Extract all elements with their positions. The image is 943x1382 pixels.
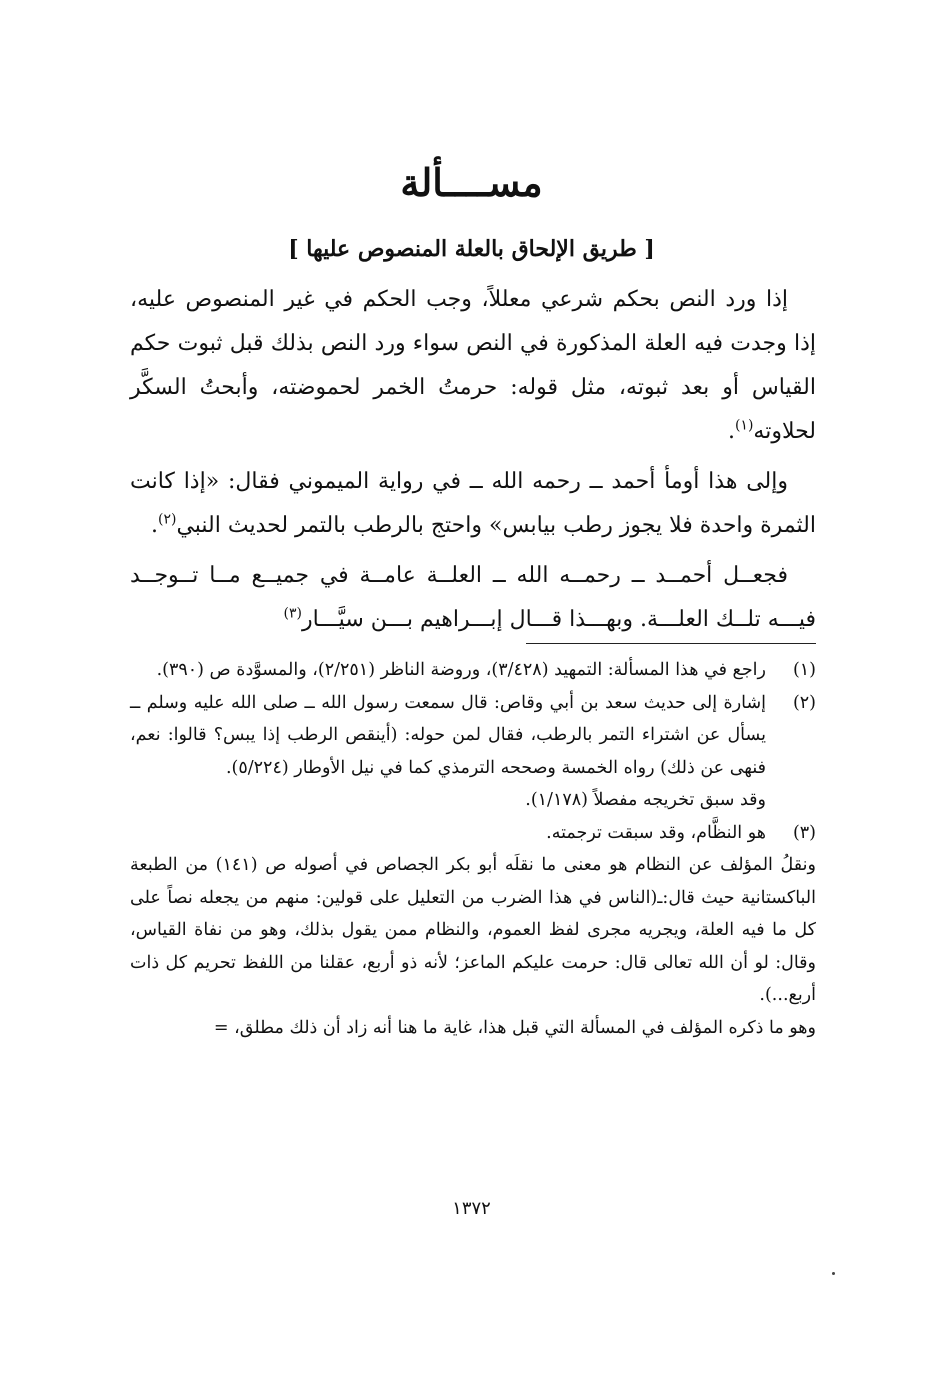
body-paragraph: [130, 554, 816, 642]
footnote-text: هو النظَّام، وقد سبقت ترجمته.: [546, 822, 766, 843]
footnote-divider: [526, 643, 816, 644]
body-paragraph: [130, 460, 816, 548]
paragraph-end: .: [727, 419, 735, 444]
page-number: ١٣٧٢: [452, 1198, 491, 1219]
footnotes: [130, 654, 816, 1044]
main-text: [130, 278, 816, 642]
paragraph-end: .: [150, 513, 158, 538]
footnote-number: (١): [792, 660, 816, 680]
scan-speck: [832, 1272, 835, 1275]
footnote-number: (٢): [792, 692, 816, 713]
footnote: [130, 654, 816, 687]
footnote: [130, 687, 816, 785]
footnote: [130, 817, 816, 850]
page-title: مســــألة: [400, 160, 543, 205]
footnote-continuation: ونقلُ المؤلف عن النظام هو معنى ما نقلَه أبو بكر الجصاص في أصوله ص (١٤١) من الطبعة الباكستانية حيث قال:ـ(الناس في هذا الضرب من التعليل على قولين: منهم من يجعله نصاً على كل ما فيه العلة، ويجريه مجرى لفظ العموم، والنظام ممن يقول بذلك، وهو من نفاة القياس، وقال: لو أن الله تعالى قال: حرمت عليكم الماعز؛ لأنه ذو أربع، عقلنا من اللفظ تحريم كل ذات أربع...).: [130, 855, 816, 1005]
section-subtitle: [ طريق الإلحاق بالعلة المنصوص عليها ]: [288, 236, 655, 262]
footnote-text: إشارة إلى حديث سعد بن أبي وقاص: قال سمعت رسول الله ــ صلى الله عليه وسلم ــ يسأل عن اشتراء التمر بالرطب، فقال لمن حوله: (أينقص الرطب إذا يبس؟ قالوا: نعم، فنهى عن ذلك) رواه الخمسة وصححه الترمذي كما في نيل الأوطار (٥/٢٢٤).: [130, 692, 766, 778]
footnote-number: (٣): [792, 822, 816, 843]
footnote-continuation: وقد سبق تخريجه مفصلاً (١/١٧٨).: [525, 790, 766, 810]
paragraph-text: وإلى هذا أومأ أحمد ــ رحمه الله ــ في رواية الميموني فقال: «إذا كانت الثمرة واحدة فلا يجوز رطب بيابس» واحتج بالرطب بالتمر لحديث النبي: [130, 469, 816, 538]
paragraph-text: إذا ورد النص بحكم شرعي معللاً، وجب الحكم في غير المنصوص عليه، إذا وجدت فيه العلة المذكورة في النص سواء ورد النص بذلك قبل ثبوت حكم القياس أو بعد ثبوته، مثل قوله: حرمتُ الخمر لحموضته، وأبحتُ السكَّر لحلاوته: [130, 287, 816, 444]
paragraph-text: فجعــل أحمــد ــ رحمــه الله ــ العلــة عامــة في جميــع مــا تــوجــد فيـــه تلــك العلـــة. وبهـــذا قـــال إبـــراهيم بـــن سيَّـــار: [130, 563, 816, 632]
footnote-ref: (١): [734, 417, 754, 434]
footnote-ref: (٢): [157, 511, 177, 528]
footnote-ref: (٣): [283, 605, 303, 622]
body-paragraph: [130, 278, 816, 454]
footnote-continuation: وهو ما ذكره المؤلف في المسألة التي قبل هذا، غاية ما هنا أنه زاد أن ذلك مطلق، =: [213, 1017, 816, 1038]
footnote-text: راجع في هذا المسألة: التمهيد (٣/٤٢٨)، وروضة الناظر (٢/٢٥١)، والمسوَّدة ص (٣٩٠).: [156, 660, 766, 680]
